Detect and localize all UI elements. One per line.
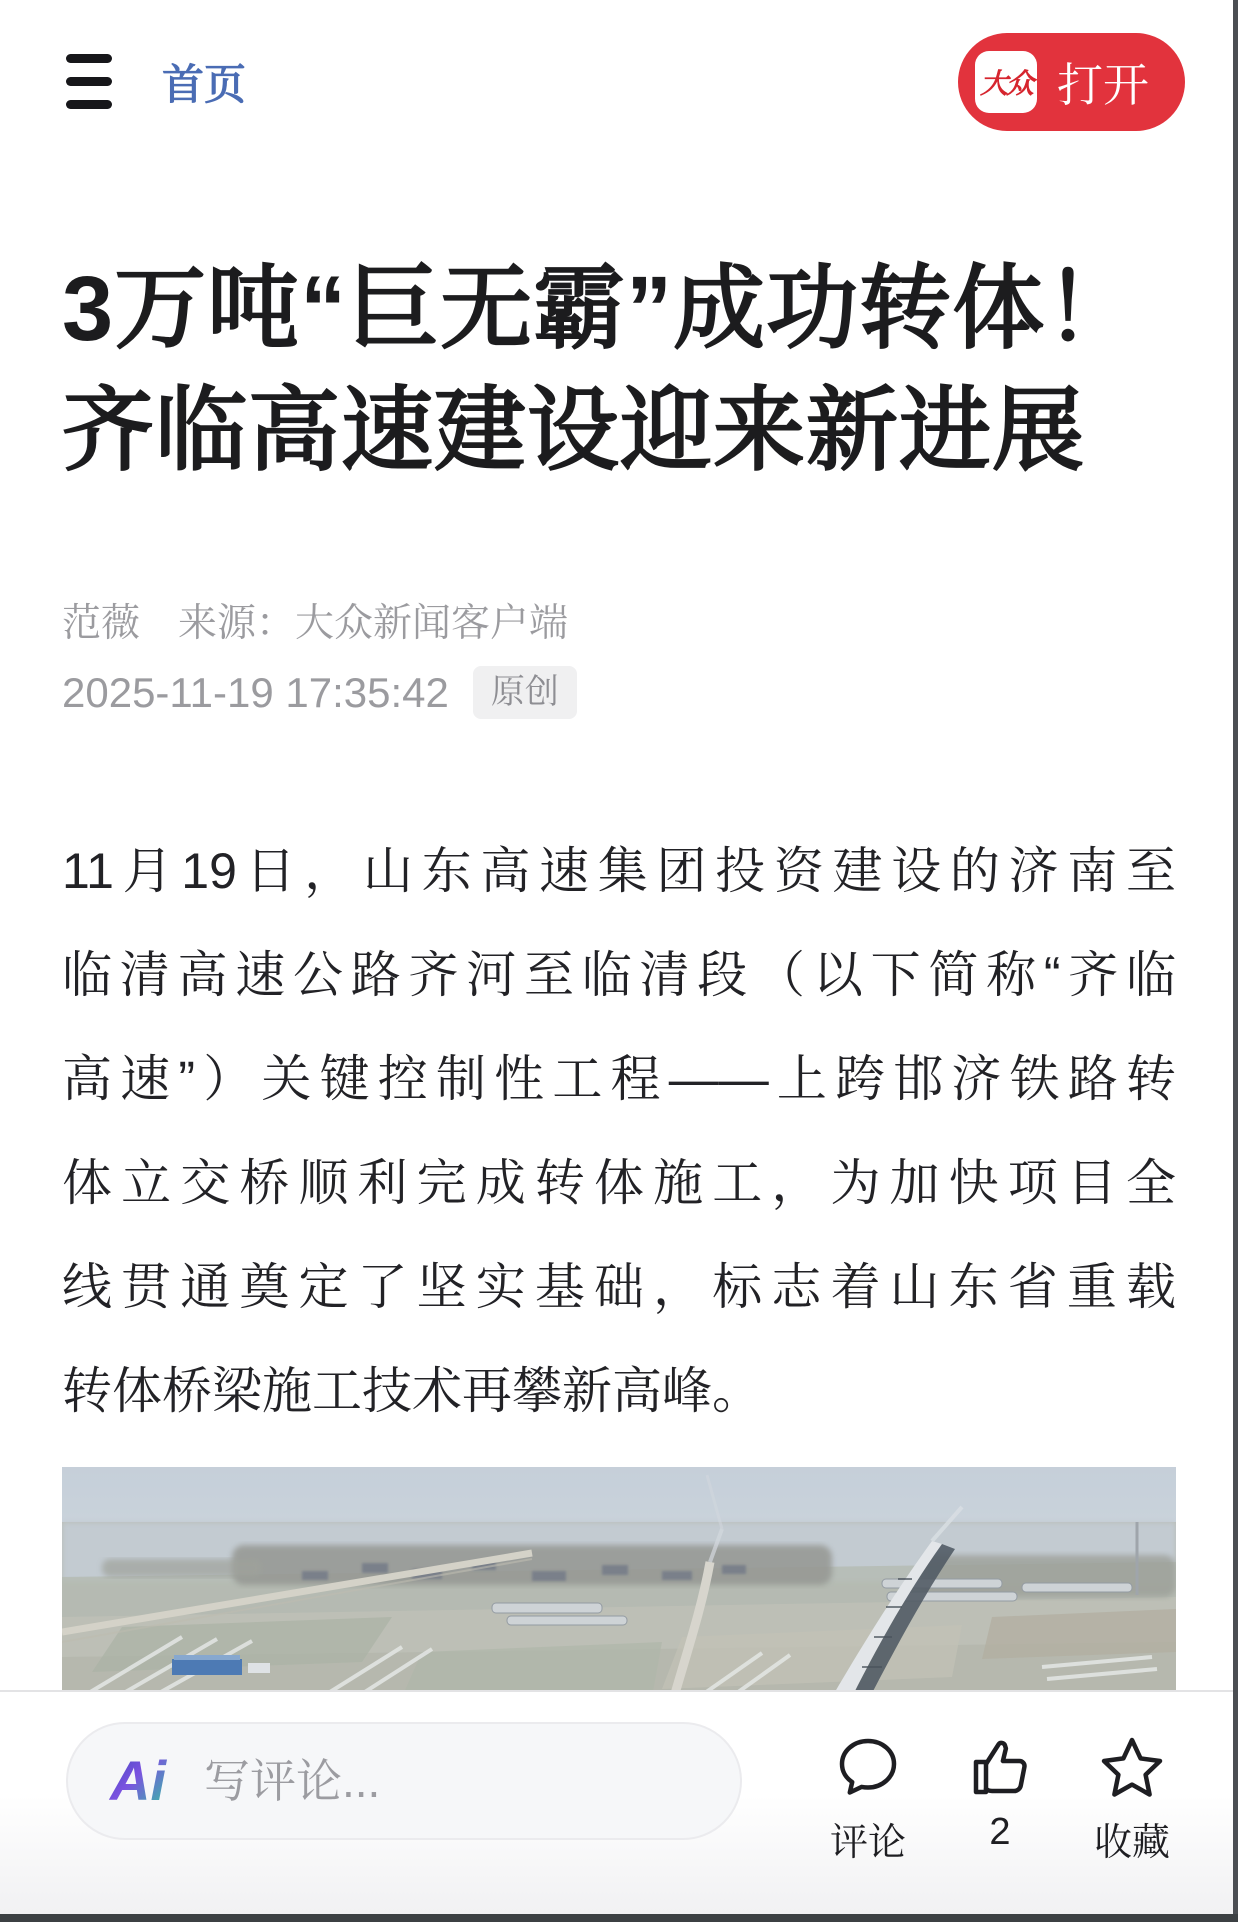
menu-icon[interactable] — [66, 54, 112, 109]
publish-time: 2025-11-19 17:35:42 — [62, 668, 449, 716]
favorite-label: 收藏 — [1093, 1822, 1170, 1864]
window-right-edge — [1233, 0, 1238, 1922]
like-count: 2 — [989, 1811, 1011, 1853]
like-button[interactable] — [938, 1735, 1062, 1922]
comment-label: 评论 — [829, 1822, 906, 1864]
window-bottom-edge — [0, 1914, 1238, 1922]
comment-bubble-icon — [836, 1735, 900, 1799]
author-name: 范薇 — [62, 602, 141, 645]
comment-input[interactable] — [204, 1754, 624, 1808]
article-photo[interactable] — [62, 1467, 1176, 1697]
title-line-2: 齐临高速建设迎来新进展 — [62, 380, 1086, 482]
thumbs-up-icon — [968, 1735, 1032, 1799]
ai-assistant-icon — [108, 1752, 180, 1810]
dazhong-logo-icon: 大众 — [975, 51, 1037, 113]
bottom-toolbar — [0, 1690, 1238, 1922]
article-meta — [62, 592, 1176, 719]
favorite-button[interactable] — [1070, 1735, 1194, 1922]
original-badge: 原创 — [473, 666, 577, 719]
source-label: 来源：大众新闻客户端 — [178, 602, 569, 645]
open-app-button[interactable] — [958, 33, 1185, 131]
svg-text:Ai: Ai — [110, 1752, 166, 1810]
star-icon — [1100, 1735, 1164, 1799]
article — [0, 248, 1238, 1697]
title-line-1: 3万吨“巨无霸”成功转体！ — [62, 258, 1139, 360]
top-bar — [0, 0, 1238, 130]
open-app-label: 打开 — [1057, 58, 1149, 111]
article-title — [62, 248, 1176, 492]
comment-button[interactable] — [806, 1735, 930, 1922]
home-link[interactable]: 首页 — [162, 60, 247, 108]
comment-input-pill[interactable] — [66, 1722, 742, 1840]
article-body: 11月19日，山东高速集团投资建设的济南至 临清高速公路齐河至临清段（以下简称“齐临 高速”）关键控制性工程——上跨邯济铁路转 体立交桥顺利完成转体施工，为加快项目全 线贯通奠定了坚实基础，标志着山东省重载 转体桥梁施工技术再攀新高峰。 — [62, 843, 1176, 1420]
